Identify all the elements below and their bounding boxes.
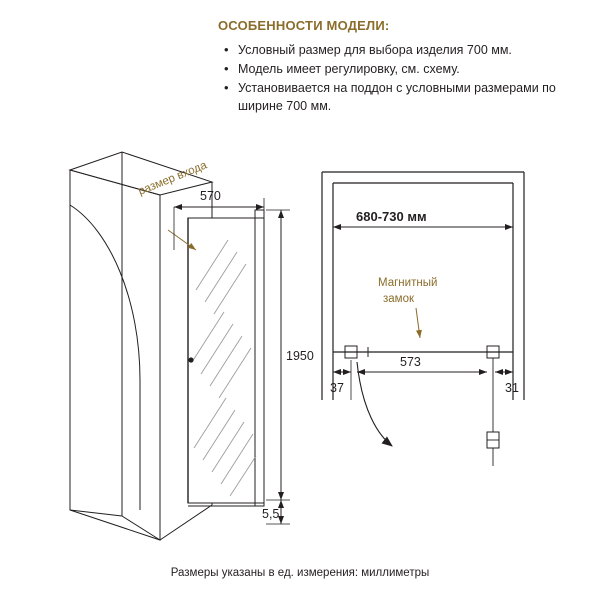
magnetic-lock-line1: Магнитный <box>378 277 438 289</box>
dimension-center-573 <box>357 355 487 372</box>
dimension-width-text: 570 <box>200 189 221 203</box>
list-item: • Модель имеет регулировку, см. схему. <box>238 60 586 78</box>
dimension-bottom <box>262 500 290 524</box>
dimension-center-573-text: 573 <box>400 355 421 369</box>
list-item: • Условный размер для выбора изделия 700 мм. <box>238 41 586 59</box>
seal-strip <box>487 358 499 466</box>
magnetic-lock-line2: замок <box>383 293 415 305</box>
dimension-height <box>266 210 314 500</box>
front-view-group <box>70 152 314 540</box>
footer-note: Размеры указаны в ед. измерения: миллиметры <box>170 567 430 579</box>
features-block <box>218 18 586 116</box>
glass-door-panel <box>188 210 264 506</box>
magnetic-lock-label <box>378 277 437 338</box>
dimension-left-37-text: 37 <box>330 381 344 395</box>
dimension-right-31-text: 31 <box>505 381 519 395</box>
features-title: ОСОБЕННОСТИ МОДЕЛИ: <box>218 18 390 33</box>
dimension-bottom-text: 5,5 <box>262 507 280 521</box>
technical-drawing <box>0 110 600 550</box>
dimension-right-31 <box>495 360 519 400</box>
dimension-overall <box>333 209 513 227</box>
dimension-height-text: 1950 <box>286 349 314 363</box>
door-plan-line <box>333 346 513 358</box>
entrance-size-text: размер входа <box>136 159 209 198</box>
top-view-group <box>322 172 524 466</box>
features-list <box>218 41 586 115</box>
dimension-overall-text: 680-730 мм <box>356 209 427 224</box>
dimension-left-37 <box>330 360 351 400</box>
list-item: • Установивается на поддон с условными размерами по ширине 700 мм. <box>238 79 586 115</box>
